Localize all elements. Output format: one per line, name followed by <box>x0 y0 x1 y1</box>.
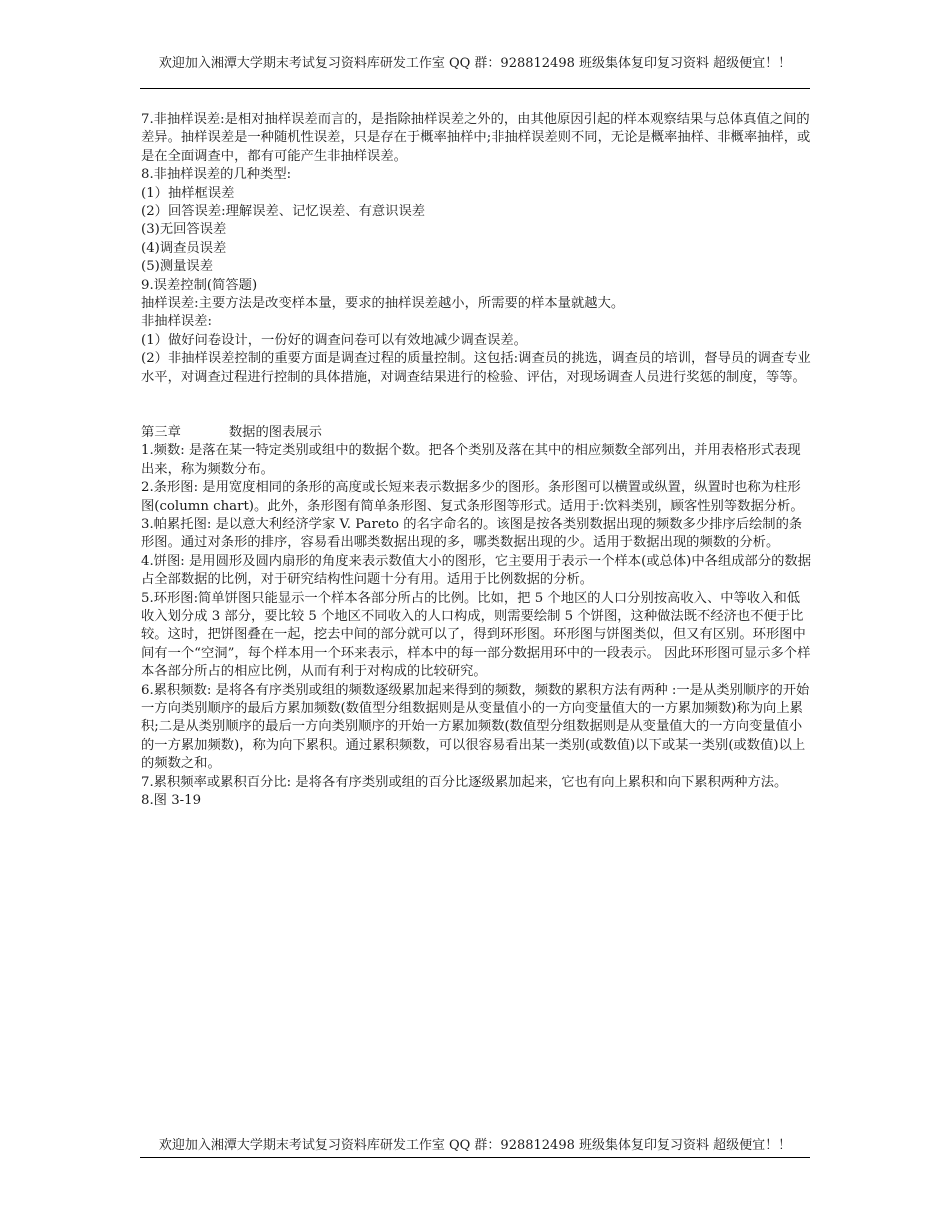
list-item: (1）做好问卷设计，一份好的调查问卷可以有效地减少调查误差。 <box>141 332 527 348</box>
page-footer: 欢迎加入湘潭大学期末考试复习资料库研发工作室 QQ 群：928812498 班级集体复印复习资料 超级便宜！！ <box>140 1135 810 1158</box>
page-header: 欢迎加入湘潭大学期末考试复习资料库研发工作室 QQ 群：928812498 班级集体复印复习资料 超级便宜！！ <box>158 56 792 71</box>
paragraph-cumulative-percentage: 7.累积频率或累积百分比: 是将各有序类别或组的百分比逐级累加起来，它也有向上累积和向下累积两种方法。 <box>141 774 788 790</box>
paragraph-cumulative-frequency: 6.累积频数: 是将各有序类别或组的频数逐级累加起来得到的频数，频数的累积方法有两种 :一是从类别顺序的开始一方向类别顺序的最后方累加频数(数值型分组数据则是从变量值小的一方向变量值大的一方累加频数)称为向上累积;二是从类别顺序的最后一方向类别顺序的开始一方累加频数(数值型分组数据则是从变量值大的一方向变量值小的一方累加频数)，称为向下累积。通过累积频数，可以很容易看出某一类别(或数值)以下或某一类别(或数值)以上的频数之和。 <box>141 682 810 772</box>
list-item: (3)无回答误差 <box>141 222 227 238</box>
paragraph-error-types-heading: 8.非抽样误差的几种类型: <box>141 167 292 183</box>
paragraph-figure-reference: 8.图 3-19 <box>141 793 202 809</box>
paragraph-nonsampling-error-definition: 7.非抽样误差:是相对抽样误差而言的，是指除抽样误差之外的，由其他原因引起的样本观察结果与总体真值之间的差异。抽样误差是一种随机性误差，只是存在于概率抽样中;非抽样误差则不同，无论是概率抽样、非概率抽样，或是在全面调查中，都有可能产生非抽样误差。 <box>141 112 811 164</box>
paragraph-pareto-chart: 3.帕累托图: 是以意大利经济学家 V. Pareto 的名字命名的。该图是按各类别数据出现的频数多少排序后绘制的条形图。通过对条形的排序，容易看出哪类数据出现的多，哪类数据出现的少。适用于数据出现的频数的分析。 <box>141 516 803 551</box>
paragraph-pie-chart: 4.饼图: 是用圆形及圆内扇形的角度来表示数值大小的图形，它主要用于表示一个样本(或总体)中各组成部分的数据占全部数据的比例，对于研究结构性问题十分有用。适用于比例数据的分析。 <box>141 553 812 588</box>
list-item: (5)测量误差 <box>141 259 214 275</box>
chapter-number: 第三章 <box>141 424 181 440</box>
list-item: (2）非抽样误差控制的重要方面是调查过程的质量控制。这包括:调查员的挑选，调查员的培训，督导员的调查专业水平，对调查过程进行控制的具体措施，对调查结果进行的检验、评估，对现场调查人员进行奖惩的制度，等等。 <box>141 351 811 385</box>
list-item: (1）抽样框误差 <box>141 185 235 201</box>
chapter-title: 数据的图表展示 <box>228 424 322 440</box>
header-rule <box>140 88 810 89</box>
chapter-heading <box>141 424 813 442</box>
paragraph-sampling-error-control: 抽样误差:主要方法是改变样本量，要求的抽样误差越小，所需要的样本量就越大。 <box>141 296 625 312</box>
list-item: (4)调查员误差 <box>141 240 227 256</box>
list-item: (2）回答误差:理解误差、记忆误差、有意识误差 <box>141 204 426 220</box>
paragraph-bar-chart: 2.条形图: 是用宽度相同的条形的高度或长短来表示数据多少的图形。条形图可以横置或纵置，纵置时也称为柱形图(column chart)。此外，条形图有简单条形图、复式条形图等形式。适用于:饮料类别，顾客性别等数据分析。 <box>141 480 804 514</box>
paragraph-error-control-heading: 9.误差控制(简答题) <box>141 277 258 293</box>
document-body <box>141 111 813 810</box>
paragraph-doughnut-chart: 5.环形图:简单饼图只能显示一个样本各部分所占的比例。比如，把 5 个地区的人口分别按高收入、中等收入和低收入划分成 3 部分，要比较 5 个地区不同收入的人口构成，则需要绘制 5 个饼图，这种做法既不经济也不便于比较。这时，把饼图叠在一起，挖去中间的部分就可以了，得到环形图。环形图与饼图类似，但又有区别。环形图中间有一个“空洞”，每个样本用一个环来表示，样本中的每一部分数据用环中的一段表示。 因此环形图可显示多个样本各部分所占的相应比例，从而有利于对构成的比较研究。 <box>141 590 811 680</box>
paragraph-nonsampling-error-label: 非抽样误差: <box>141 314 212 330</box>
section-spacer <box>141 387 813 424</box>
paragraph-frequency: 1.频数: 是落在某一特定类别或组中的数据个数。把各个类别及落在其中的相应频数全部列出，并用表格形式表现出来，称为频数分布。 <box>141 443 801 477</box>
